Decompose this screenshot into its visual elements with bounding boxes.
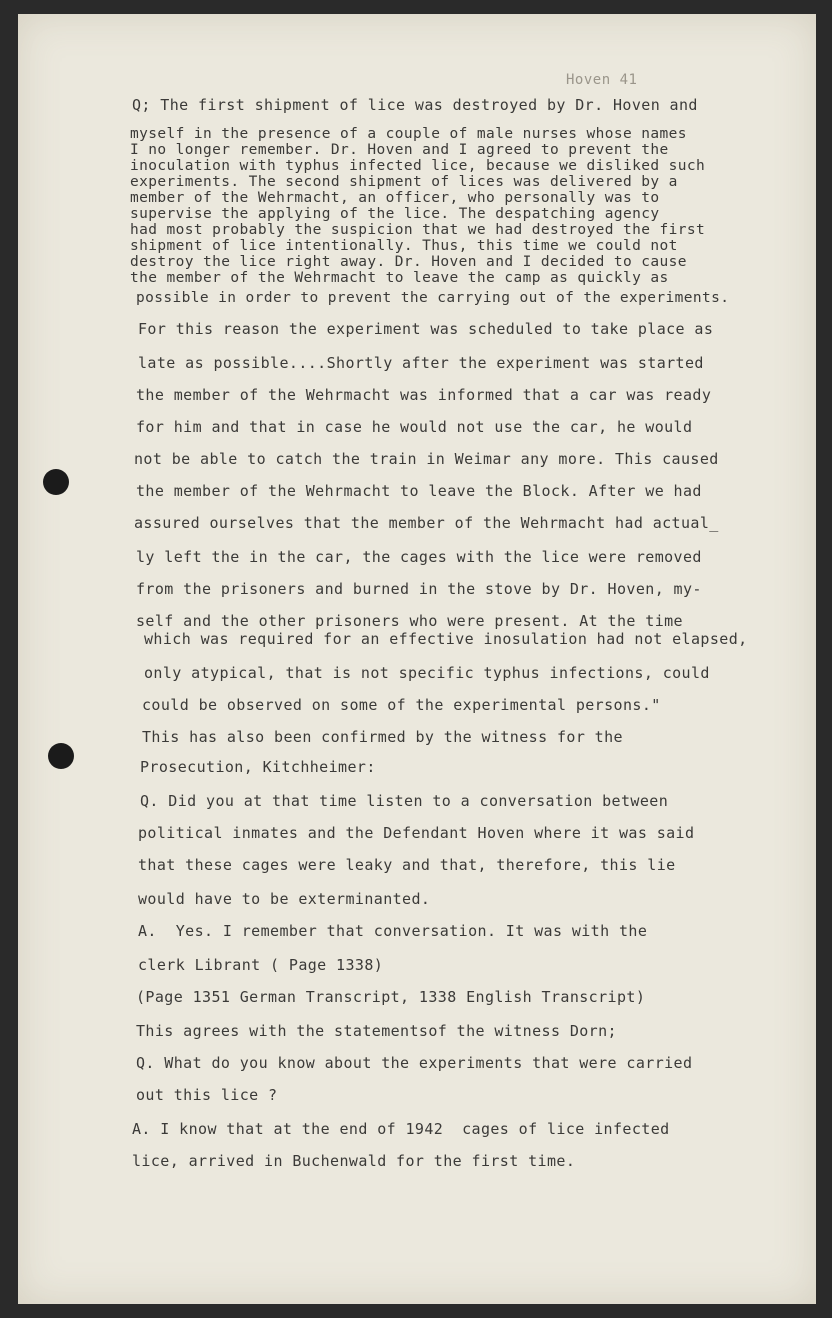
text-line: out this lice ? xyxy=(136,1086,278,1104)
text-line: the member of the Wehrmacht was informed that a car was ready xyxy=(136,386,712,404)
text-line: late as possible....Shortly after the experiment was started xyxy=(138,354,704,372)
text-line: Q; The first shipment of lice was destroyed by Dr. Hoven and xyxy=(132,96,698,114)
text-line: shipment of lice intentionally. Thus, this time we could not xyxy=(130,238,678,254)
text-line: the member of the Wehrmacht to leave the camp as quickly as xyxy=(130,270,669,286)
punch-hole xyxy=(48,743,74,769)
text-line: experiments. The second shipment of lices was delivered by a xyxy=(130,174,678,190)
text-line: which was required for an effective inosulation had not elapsed, xyxy=(144,630,748,648)
text-line: lice, arrived in Buchenwald for the first time. xyxy=(132,1152,576,1170)
text-line: A. I know that at the end of 1942 cages of lice infected xyxy=(132,1120,670,1138)
punch-hole xyxy=(43,469,69,495)
text-line: inoculation with typhus infected lice, because we disliked such xyxy=(130,158,706,174)
text-line: had most probably the suspicion that we had destroyed the first xyxy=(130,222,706,238)
text-line: Q. Did you at that time listen to a conversation between xyxy=(140,792,669,810)
text-line: political inmates and the Defendant Hoven where it was said xyxy=(138,824,695,842)
text-line: (Page 1351 German Transcript, 1338 English Transcript) xyxy=(136,988,646,1006)
document-page xyxy=(18,14,816,1304)
text-line: For this reason the experiment was scheduled to take place as xyxy=(138,320,714,338)
text-line: could be observed on some of the experimental persons." xyxy=(142,696,661,714)
text-line: destroy the lice right away. Dr. Hoven and I decided to cause xyxy=(130,254,687,270)
text-line: ly left the in the car, the cages with the lice were removed xyxy=(136,548,702,566)
text-line: assured ourselves that the member of the Wehrmacht had actual_ xyxy=(134,514,719,532)
text-line: that these cages were leaky and that, therefore, this lie xyxy=(138,856,676,874)
text-line: only atypical, that is not specific typhus infections, could xyxy=(144,664,710,682)
text-line: This has also been confirmed by the witness for the xyxy=(142,728,623,746)
text-line: myself in the presence of a couple of male nurses whose names xyxy=(130,126,687,142)
text-line: Prosecution, Kitchheimer: xyxy=(140,758,376,776)
text-line: possible in order to prevent the carrying out of the experiments. xyxy=(136,290,730,306)
text-line: Q. What do you know about the experiments that were carried xyxy=(136,1054,693,1072)
text-line: This agrees with the statementsof the witness Dorn; xyxy=(136,1022,617,1040)
text-line: I no longer remember. Dr. Hoven and I agreed to prevent the xyxy=(130,142,669,158)
text-line: the member of the Wehrmacht to leave the Block. After we had xyxy=(136,482,702,500)
text-line: for him and that in case he would not use the car, he would xyxy=(136,418,693,436)
text-line: member of the Wehrmacht, an officer, who personally was to xyxy=(130,190,660,206)
text-line: clerk Librant ( Page 1338) xyxy=(138,956,384,974)
text-line: A. Yes. I remember that conversation. It was with the xyxy=(138,922,648,940)
text-line: supervise the applying of the lice. The despatching agency xyxy=(130,206,660,222)
text-line: self and the other prisoners who were present. At the time xyxy=(136,612,683,630)
text-line: would have to be exterminanted. xyxy=(138,890,431,908)
text-line: not be able to catch the train in Weimar any more. This caused xyxy=(134,450,719,468)
page-reference: Hoven 41 xyxy=(566,72,638,88)
text-line: from the prisoners and burned in the stove by Dr. Hoven, my- xyxy=(136,580,702,598)
